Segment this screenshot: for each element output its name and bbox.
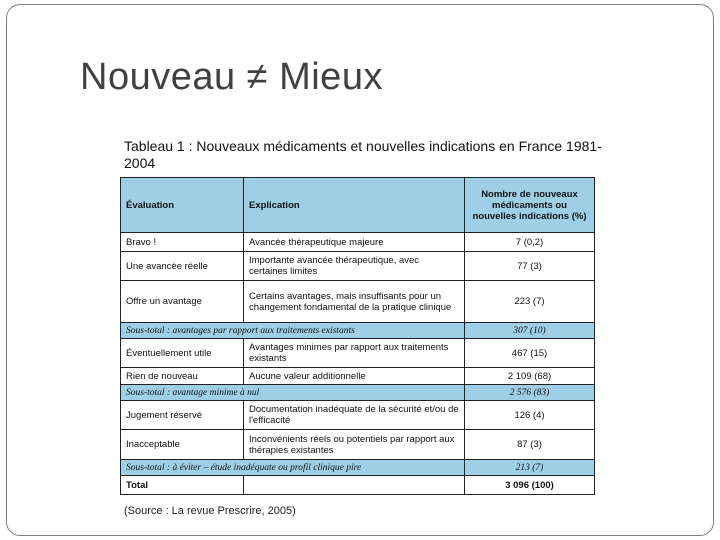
header-evaluation: Évaluation (121, 178, 244, 233)
cell-evaluation: Rien de nouveau (121, 368, 244, 385)
table-row (121, 281, 595, 323)
subtotal-label: Sous-total : à éviter – étude inadéquate ou profil clinique pire (121, 460, 465, 476)
cell-evaluation: Éventuellement utile (121, 339, 244, 368)
table-caption: Tableau 1 : Nouveaux médicaments et nouvelles indications en France 1981-2004 (124, 138, 602, 171)
cell-nombre: 223 (7) (465, 281, 595, 323)
table-row (121, 339, 595, 368)
subtotal-label: Sous-total : avantage minime à nul (121, 385, 465, 401)
subtotal-row (121, 385, 595, 401)
cell-explication: Importante avancée thérapeutique, avec certaines limites (244, 252, 465, 281)
cell-nombre: 87 (3) (465, 430, 595, 460)
subtotal-row (121, 460, 595, 476)
total-row (121, 476, 595, 495)
cell-nombre: 77 (3) (465, 252, 595, 281)
table-row (121, 233, 595, 252)
cell-evaluation: Jugement réservé (121, 401, 244, 430)
table-header-row (121, 178, 595, 233)
subtotal-row (121, 323, 595, 339)
cell-explication: Documentation inadéquate de la sécurité et/ou de l'efficacité (244, 401, 465, 430)
table-row (121, 368, 595, 385)
cell-explication: Aucune valeur additionnelle (244, 368, 465, 385)
cell-explication: Avantages minimes par rapport aux traitements existants (244, 339, 465, 368)
cell-explication: Inconvénients réels ou potentiels par rapport aux thérapies existantes (244, 430, 465, 460)
cell-evaluation: Bravo ! (121, 233, 244, 252)
cell-evaluation: Offre un avantage (121, 281, 244, 323)
source-note: (Source : La revue Prescrire, 2005) (124, 505, 296, 517)
table-row (121, 401, 595, 430)
cell-evaluation: Une avancée réelle (121, 252, 244, 281)
total-label: Total (121, 476, 244, 495)
cell-explication: Certains avantages, mais insuffisants pour un changement fondamental de la pratique clinique (244, 281, 465, 323)
cell-nombre: 126 (4) (465, 401, 595, 430)
total-explication (244, 476, 465, 495)
subtotal-value: 307 (10) (465, 323, 595, 339)
cell-nombre: 2 109 (68) (465, 368, 595, 385)
subtotal-label: Sous-total : avantages par rapport aux traitements existants (121, 323, 465, 339)
table-row (121, 252, 595, 281)
subtotal-value: 2 576 (83) (465, 385, 595, 401)
header-nombre: Nombre de nouveaux médicaments ou nouvelles indications (%) (465, 178, 595, 233)
cell-evaluation: Inacceptable (121, 430, 244, 460)
subtotal-value: 213 (7) (465, 460, 595, 476)
cell-explication: Avancée thérapeutique majeure (244, 233, 465, 252)
cell-nombre: 7 (0,2) (465, 233, 595, 252)
header-explication: Explication (244, 178, 465, 233)
total-value: 3 096 (100) (465, 476, 595, 495)
table-row (121, 430, 595, 460)
cell-nombre: 467 (15) (465, 339, 595, 368)
slide-title: Nouveau ≠ Mieux (80, 56, 383, 98)
medications-table (120, 177, 595, 495)
